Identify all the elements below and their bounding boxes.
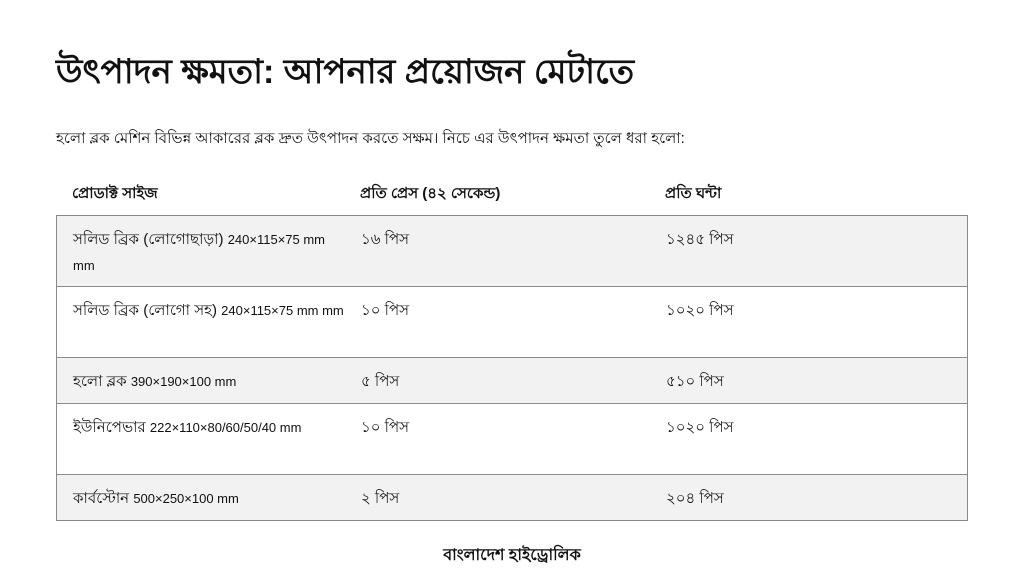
product-cell [57,216,345,286]
per-press-cell: ৫ পিস [361,373,400,390]
product-cell [57,358,345,403]
footer-brand: বাংলাদেশ হাইড্রোলিক [443,547,581,564]
product-dims: 500×250×100 mm [133,491,239,506]
product-cell [57,404,345,474]
product-dims: 222×110×80/60/50/40 mm [149,420,302,435]
per-hour-cell: ১২৪৫ পিস [666,231,734,248]
header-per-press: প্রতি প্রেস (৪২ সেকেন্ড) [360,185,501,202]
table-row [57,357,967,403]
product-cell [57,287,345,357]
per-hour-cell: ২০৪ পিস [666,490,724,507]
capacity-table [56,174,968,521]
per-press-cell: ১৬ পিস [361,231,410,248]
per-hour-cell: ৫১০ পিস [666,373,724,390]
table-header [56,174,968,215]
per-press-cell: ১০ পিস [361,302,410,319]
product-dims: 240×115×75 mm mm [221,303,344,318]
table-row [57,403,967,474]
product-name: সলিড ব্রিক (লোগোছাড়া) [73,231,224,248]
product-dims: 240×115×75 mm mm [73,232,326,273]
product-name: সলিড ব্রিক (লোগো সহ) [73,302,217,319]
per-press-cell: ২ পিস [361,490,400,507]
table-body [56,215,968,521]
header-product-size: প্রোডাক্ট সাইজ [72,185,158,202]
table-row [57,286,967,357]
table-row [57,216,967,286]
intro-text: হলো ব্লক মেশিন বিভিন্ন আকারের ব্লক দ্রুত উৎপাদন করতে সক্ষম। নিচে এর উৎপাদন ক্ষমতা তুলে ধরা হলো: [56,130,685,147]
product-name: কার্বস্টোন [73,490,130,507]
per-press-cell: ১০ পিস [361,419,410,436]
header-per-hour: প্রতি ঘন্টা [665,185,722,202]
page-title: উৎপাদন ক্ষমতা: আপনার প্রয়োজন মেটাতে [56,53,635,91]
table-row [57,474,967,520]
per-hour-cell: ১০২০ পিস [666,302,734,319]
product-dims: 390×190×100 mm [130,374,237,389]
product-name: ইউনিপেভার [73,419,146,436]
product-cell [57,475,345,520]
per-hour-cell: ১০২০ পিস [666,419,734,436]
product-name: হলো ব্লক [73,373,127,390]
